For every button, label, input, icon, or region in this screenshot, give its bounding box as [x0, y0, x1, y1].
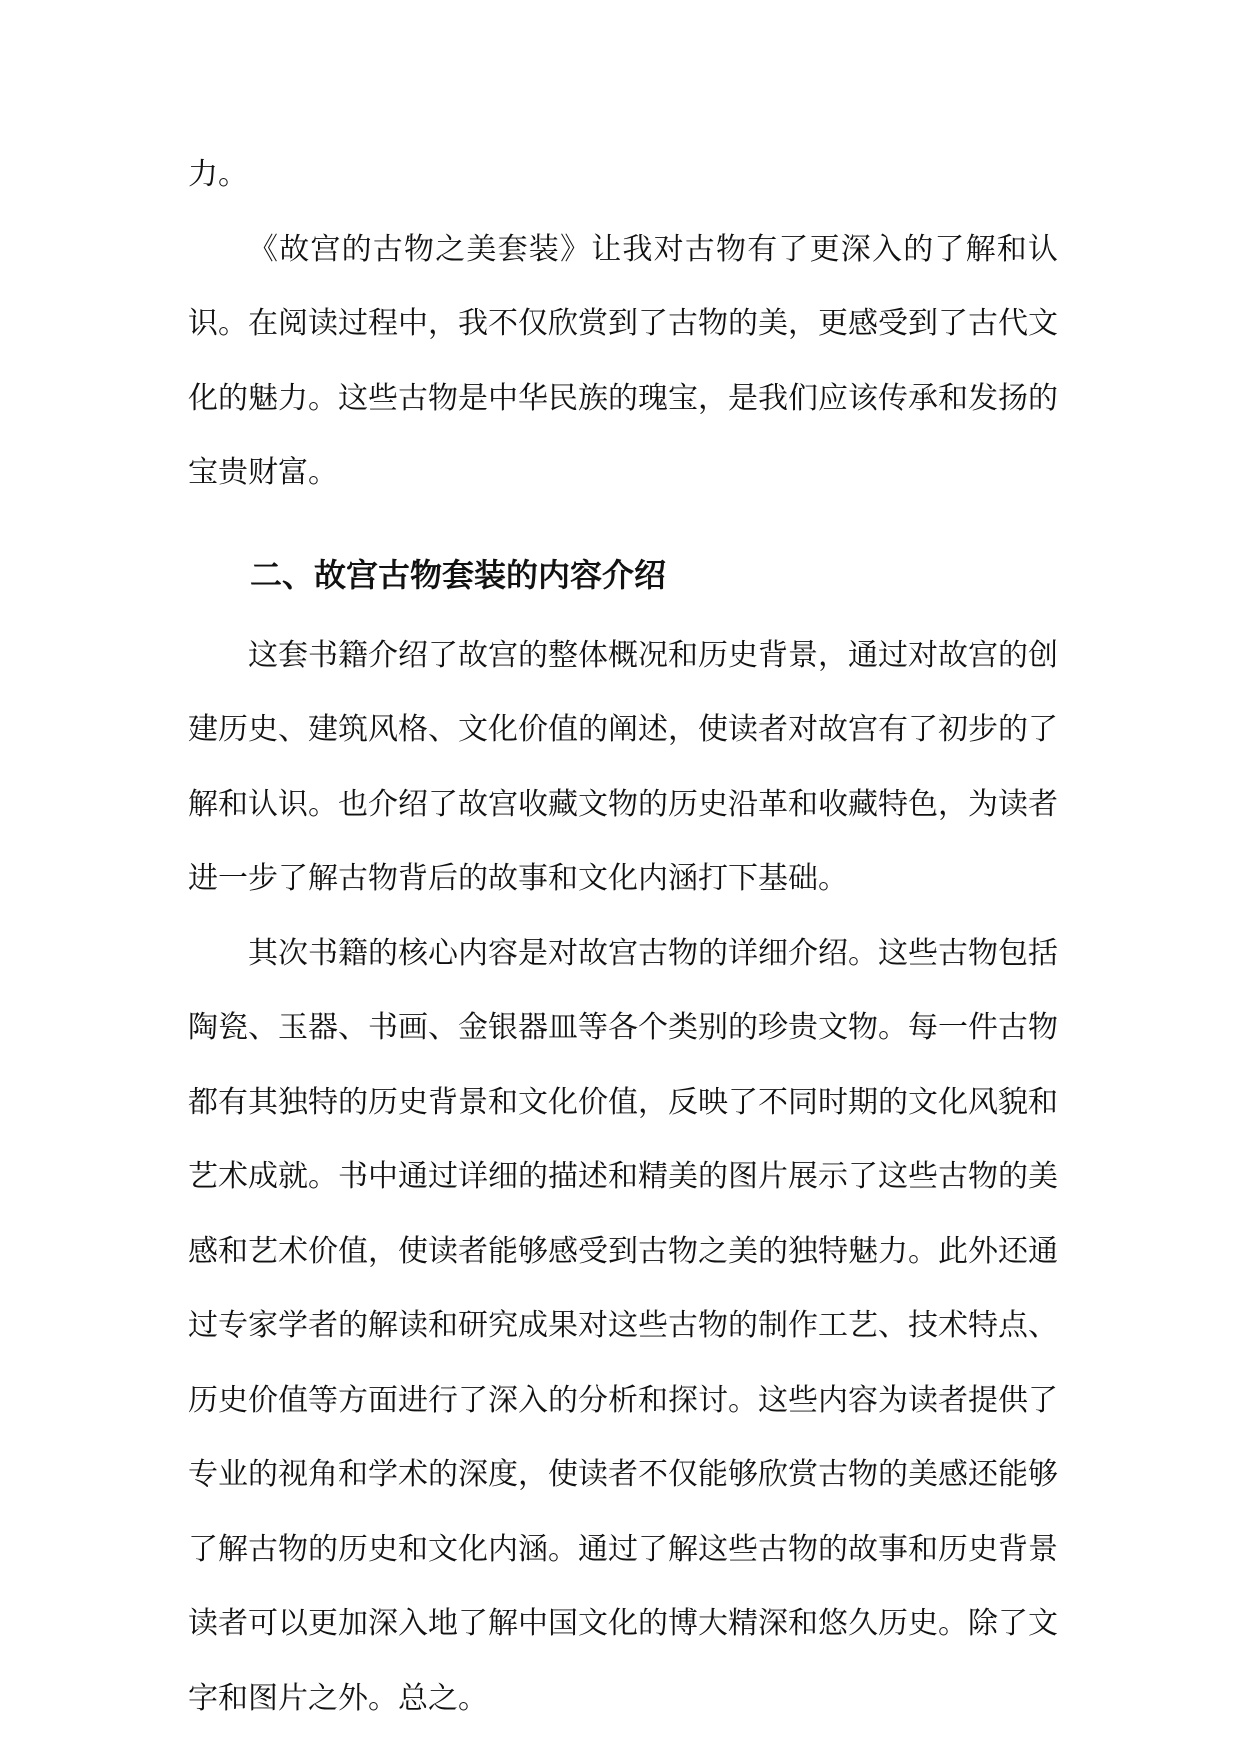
- document-body: [188, 138, 1058, 1736]
- section-heading: 二、故宫古物套装的内容介绍: [250, 555, 667, 594]
- paragraph-book-overview: 这套书籍介绍了故宫的整体概况和历史背景，通过对故宫的创建历史、建筑风格、文化价值的阐述，使读者对故宫有了初步的了解和认识。也介绍了故宫收藏文物的历史沿革和收藏特色，为读者进一步了解古物背后的故事和文化内涵打下基础。: [188, 637, 1058, 896]
- paragraph-continuation: 力。: [188, 157, 248, 192]
- paragraph-reading-reflection: 《故宫的古物之美套装》让我对古物有了更深入的了解和认识。在阅读过程中，我不仅欣赏到了古物的美，更感受到了古代文化的魅力。这些古物是中华民族的瑰宝，是我们应该传承和发扬的宝贵财富。: [188, 231, 1058, 490]
- paragraph-core-content: 其次书籍的核心内容是对故宫古物的详细介绍。这些古物包括陶瓷、玉器、书画、金银器皿等各个类别的珍贵文物。每一件古物都有其独特的历史背景和文化价值，反映了不同时期的文化风貌和艺术成就。书中通过详细的描述和精美的图片展示了这些古物的美感和艺术价值，使读者能够感受到古物之美的独特魅力。此外还通过专家学者的解读和研究成果对这些古物的制作工艺、技术特点、历史价值等方面进行了深入的分析和探讨。这些内容为读者提供了专业的视角和学术的深度，使读者不仅能够欣赏古物的美感还能够了解古物的历史和文化内涵。通过了解这些古物的故事和历史背景读者可以更加深入地了解中国文化的博大精深和悠久历史。除了文字和图片之外。总之。: [188, 935, 1058, 1716]
